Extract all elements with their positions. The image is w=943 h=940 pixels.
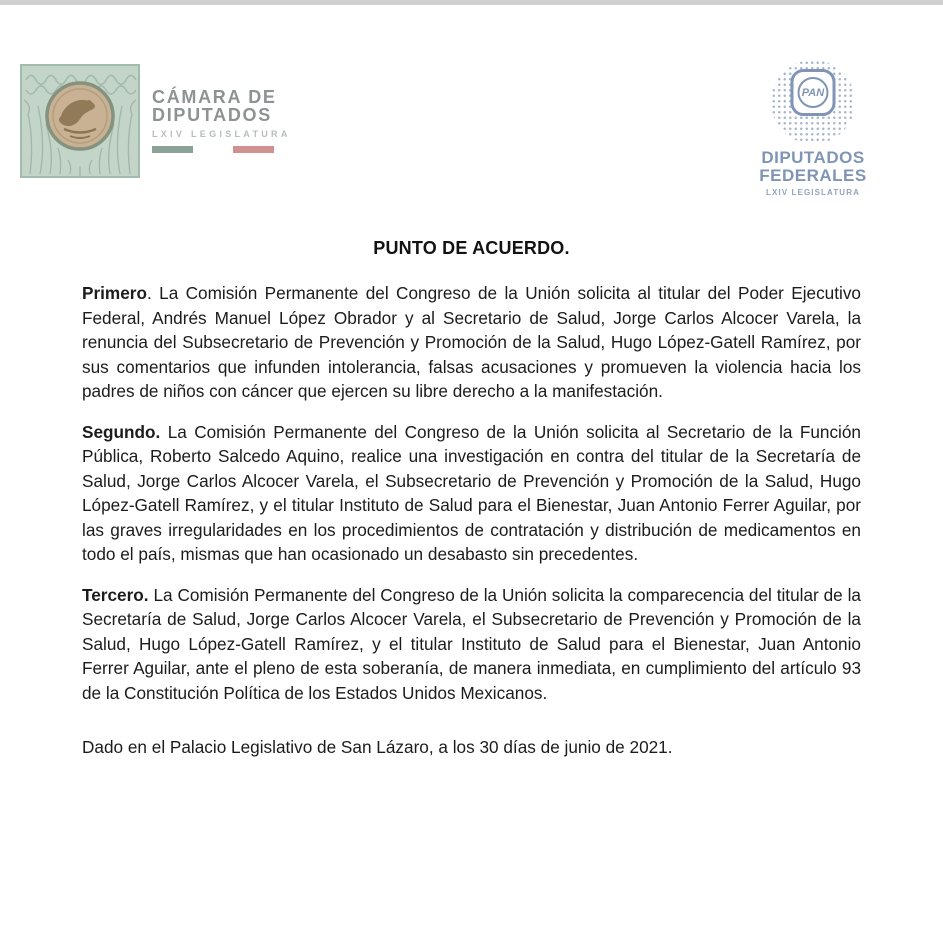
- mexico-coat-of-arms-icon: [20, 64, 140, 178]
- pan-title-line1: DIPUTADOS: [761, 148, 865, 167]
- camara-legislatura-label: LXIV LEGISLATURA: [152, 129, 291, 139]
- paragraph-segundo-lead: Segundo.: [82, 421, 161, 442]
- pan-badge-label: PAN: [798, 77, 829, 108]
- paragraph-segundo: [82, 420, 861, 567]
- paragraph-segundo-text: La Comisión Permanente del Congreso de la Unión solicita al Secretario de la Función Pública, Roberto Salcedo Aquino, realice una investigación en contra del titular de la Secretaría de Salud, Jorge Carlos Alcocer Varela, el Subsecretario de Prevención y Promoción de la Salud, Hugo López-Gatell Ramírez, y el titular Instituto de Salud para el Bienestar, Juan Antonio Ferrer Aguilar, por las graves irregularidades en los procedimientos de contratación y distribución de medicamentos en todo el país, mismas que han ocasionado un desabasto sin precedentes.: [82, 421, 861, 564]
- green-flag-bar: [152, 146, 193, 153]
- pan-diputados-federales-logo: [728, 60, 898, 197]
- pan-badge-icon: [791, 69, 836, 116]
- closing-line: Dado en el Palacio Legislativo de San Lázaro, a los 30 días de junio de 2021.: [82, 737, 673, 757]
- window-top-edge: [0, 0, 943, 5]
- camara-title-line2: DIPUTADOS: [152, 105, 272, 125]
- paragraph-tercero-lead: Tercero.: [82, 584, 149, 605]
- camara-diputados-logo: [152, 87, 291, 153]
- document-title: PUNTO DE ACUERDO.: [373, 238, 570, 258]
- flag-bars: [152, 146, 274, 153]
- pan-dot-globe-icon: [771, 60, 855, 144]
- pan-title-line2: FEDERALES: [759, 165, 867, 185]
- pan-legislatura-label: LXIV LEGISLATURA: [766, 188, 860, 197]
- camara-title-line1: CÁMARA DE: [152, 87, 277, 107]
- red-flag-bar: [233, 146, 274, 153]
- paragraph-primero-lead: Primero: [82, 283, 147, 303]
- paragraph-tercero-text: La Comisión Permanente del Congreso de la Unión solicita la comparecencia del titular de la Secretaría de Salud, Jorge Carlos Alcocer Varela, el Subsecretario de Prevención y Promoción de la Salud, Hugo López-Gatell Ramírez, y el titular Instituto de Salud para el Bienestar, Juan Antonio Ferrer Aguilar, ante el pleno de esta soberanía, de manera inmediata, en cumplimiento del artículo 93 de la Constitución Política de los Estados Unidos Mexicanos.: [82, 584, 861, 703]
- paragraph-primero-text: . La Comisión Permanente del Congreso de la Unión solicita al titular del Poder Ejecutivo Federal, Andrés Manuel López Obrador y al Secretario de Salud, Jorge Carlos Alcocer Varela, la renuncia del Subsecretario de Prevención y Promoción de la Salud, Hugo López-Gatell Ramírez, por sus comentarios que infunden intolerancia, falsas acusaciones y promueven la violencia hacia los padres de niños con cáncer que ejercen su libre derecho a la manifestación.: [82, 283, 861, 401]
- document-body: [82, 281, 861, 760]
- paragraph-primero: [82, 281, 861, 404]
- paragraph-tercero: [82, 583, 861, 706]
